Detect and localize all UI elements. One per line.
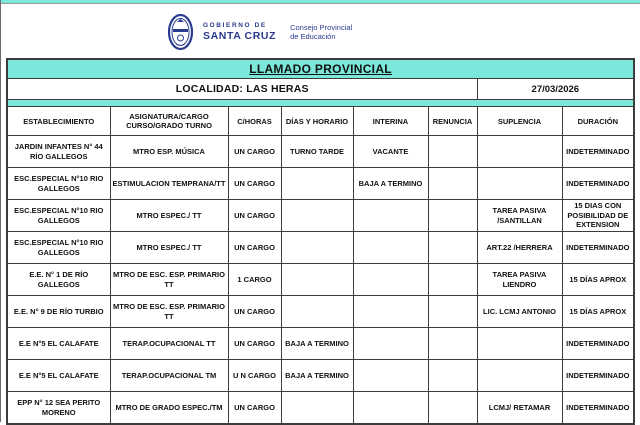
table-cell: E.E N°5 EL CALAFATE: [7, 328, 110, 360]
government-wordmark: [203, 22, 276, 42]
table-cell: U N CARGO: [228, 360, 281, 392]
table-cell: ESTIMULACION TEMPRANA/TT: [110, 168, 228, 200]
table-body: [7, 136, 634, 425]
table-cell: [281, 168, 353, 200]
teal-spacer-cell: [7, 100, 634, 107]
table-cell: [428, 136, 477, 168]
table-cell: VACANTE: [353, 136, 428, 168]
table-cell: MTRO DE ESC. ESP. PRIMARIO TT: [110, 296, 228, 328]
column-header-3: DÍAS Y HORARIO: [281, 107, 353, 136]
table-cell: BAJA A TERMINO: [281, 360, 353, 392]
santa-cruz-crest-logo: [167, 13, 194, 51]
table-row: [7, 136, 634, 168]
table-cell: [477, 328, 562, 360]
banner-title-cell: [7, 59, 634, 79]
table-cell: [428, 264, 477, 296]
table-cell: [281, 296, 353, 328]
table-cell: BAJA A TERMINO: [281, 328, 353, 360]
table-cell: MTRO ESPEC./ TT: [110, 232, 228, 264]
consejo-provincial-wordmark: [290, 23, 352, 42]
date-value: 27/03/2026: [477, 79, 634, 100]
consejo-line2: de Educación: [290, 32, 336, 41]
table-cell: 15 DÍAS APROX: [562, 296, 634, 328]
column-header-1: ASIGNATURA/CARGO CURSO/GRADO TURNO: [110, 107, 228, 136]
table-cell: [428, 232, 477, 264]
table-cell: [353, 360, 428, 392]
santa-cruz-label: SANTA CRUZ: [203, 29, 277, 42]
table-cell: UN CARGO: [228, 232, 281, 264]
location-row: [7, 79, 634, 100]
table-cell: UN CARGO: [228, 392, 281, 425]
table-row: [7, 232, 634, 264]
table-row: [7, 392, 634, 425]
top-teal-strip: [0, 0, 640, 4]
table-cell: ESC.ESPECIAL N°10 RIO GALLEGOS: [7, 232, 110, 264]
table-cell: [281, 264, 353, 296]
table-cell: TAREA PASIVA /SANTILLAN: [477, 200, 562, 232]
column-header-4: INTERINA: [353, 107, 428, 136]
table-cell: [428, 168, 477, 200]
table-cell: MTRO ESPEC./ TT: [110, 200, 228, 232]
table-cell: TERAP.OCUPACIONAL TM: [110, 360, 228, 392]
table-cell: INDETERMINADO: [562, 328, 634, 360]
table-cell: EPP N° 12 SEA PERITO MORENO: [7, 392, 110, 425]
table-cell: MTRO DE GRADO ESPEC./TM: [110, 392, 228, 425]
table-cell: MTRO ESP. MÚSICA: [110, 136, 228, 168]
table-cell: UN CARGO: [228, 200, 281, 232]
table-cell: [353, 232, 428, 264]
table-row: [7, 264, 634, 296]
table-cell: INDETERMINADO: [562, 136, 634, 168]
table-cell: TAREA PASIVA LIENDRO: [477, 264, 562, 296]
table-cell: 1 CARGO: [228, 264, 281, 296]
table-cell: BAJA A TERMINO: [353, 168, 428, 200]
table-header-row: [7, 107, 634, 136]
table-row: [7, 168, 634, 200]
table-cell: INDETERMINADO: [562, 168, 634, 200]
table-cell: [428, 296, 477, 328]
table-cell: ART.22 /HERRERA: [477, 232, 562, 264]
table-cell: [281, 232, 353, 264]
teal-spacer-row: [7, 100, 634, 107]
table-cell: [428, 328, 477, 360]
table-cell: E.E. N° 1 DE RÍO GALLEGOS: [7, 264, 110, 296]
table-cell: [428, 200, 477, 232]
table-cell: [428, 360, 477, 392]
table-cell: JARDIN INFANTES N° 44 RÍO GALLEGOS: [7, 136, 110, 168]
table-row: [7, 200, 634, 232]
table-cell: MTRO DE ESC. ESP. PRIMARIO TT: [110, 264, 228, 296]
table-cell: E.E. N° 9 DE RÍO TURBIO: [7, 296, 110, 328]
table-cell: 15 DÍAS APROX: [562, 264, 634, 296]
gobierno-de-label: GOBIERNO DE: [203, 22, 267, 30]
table-cell: [477, 136, 562, 168]
table-cell: INDETERMINADO: [562, 232, 634, 264]
table-row: [7, 328, 634, 360]
table-cell: ESC.ESPECIAL N°10 RIO GALLEGOS: [7, 200, 110, 232]
table-cell: UN CARGO: [228, 296, 281, 328]
page-title: LLAMADO PROVINCIAL: [249, 62, 392, 76]
document-header: [167, 8, 352, 56]
table-cell: [353, 200, 428, 232]
table-cell: [353, 392, 428, 425]
llamado-provincial-table: [6, 58, 635, 425]
table-cell: [353, 296, 428, 328]
table-cell: INDETERMINADO: [562, 360, 634, 392]
table-cell: LIC. LCMJ ANTONIO: [477, 296, 562, 328]
table-cell: [428, 392, 477, 425]
column-header-7: DURACIÓN: [562, 107, 634, 136]
table-cell: 15 DIAS CON POSIBILIDAD DE EXTENSION: [562, 200, 634, 232]
table-cell: [477, 360, 562, 392]
page-edge-line: [0, 0, 1, 422]
table-cell: [353, 328, 428, 360]
banner-row: [7, 59, 634, 79]
table-row: [7, 296, 634, 328]
locality-label: LOCALIDAD: LAS HERAS: [7, 79, 477, 100]
column-header-6: SUPLENCIA: [477, 107, 562, 136]
table-cell: UN CARGO: [228, 136, 281, 168]
column-header-2: C/HORAS: [228, 107, 281, 136]
consejo-line1: Consejo Provincial: [290, 22, 353, 32]
table-cell: [477, 168, 562, 200]
table-cell: LCMJ/ RETAMAR: [477, 392, 562, 425]
table-cell: UN CARGO: [228, 168, 281, 200]
table-cell: INDETERMINADO: [562, 392, 634, 425]
table-cell: [353, 264, 428, 296]
table-cell: [281, 200, 353, 232]
column-header-5: RENUNCIA: [428, 107, 477, 136]
table-cell: TERAP.OCUPACIONAL TT: [110, 328, 228, 360]
table-cell: UN CARGO: [228, 328, 281, 360]
table-cell: E.E N°5 EL CALAFATE: [7, 360, 110, 392]
table-cell: [281, 392, 353, 425]
column-header-0: ESTABLECIMIENTO: [7, 107, 110, 136]
table-cell: TURNO TARDE: [281, 136, 353, 168]
table-cell: ESC.ESPECIAL N°10 RIO GALLEGOS: [7, 168, 110, 200]
table-row: [7, 360, 634, 392]
